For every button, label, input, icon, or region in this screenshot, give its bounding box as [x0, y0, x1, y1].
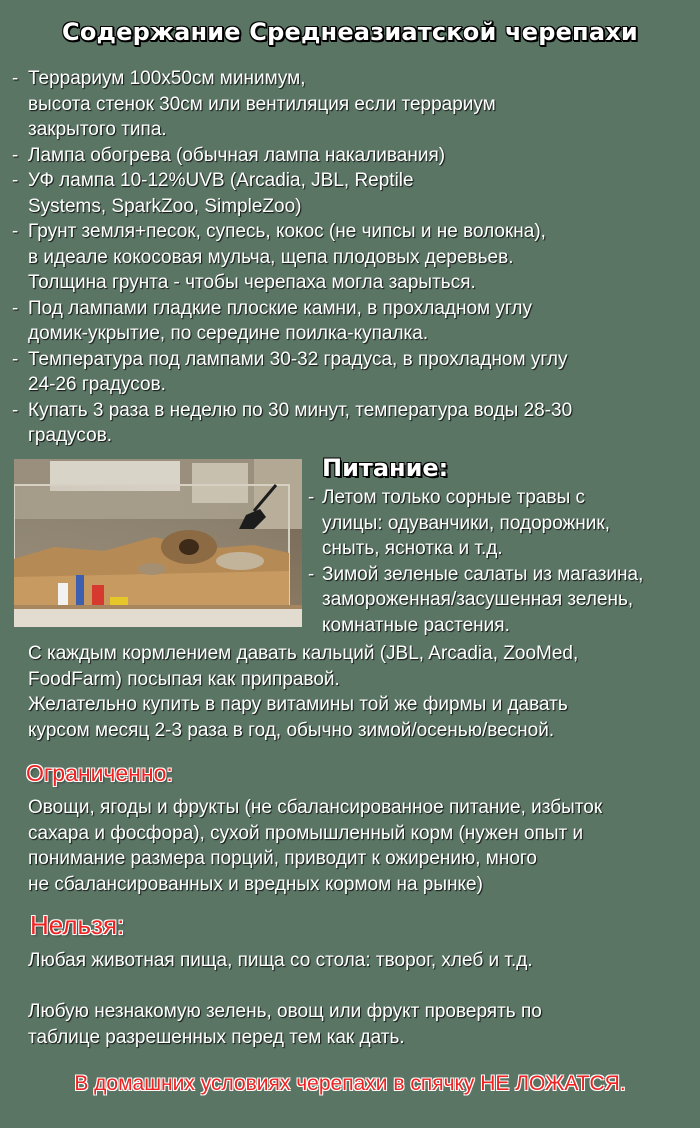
list-item [12, 398, 572, 449]
terrarium-photo [14, 459, 302, 627]
list-item-line: комнатные растения. [322, 614, 510, 636]
list-item [12, 219, 572, 296]
list-item [12, 347, 572, 398]
paragraph-line: сахара и фосфора), сухой промышленный корм (нужен опыт и [28, 822, 584, 844]
list-item-line: улицы: одуванчики, подорожник, [322, 512, 610, 534]
list-item-line: высота стенок 30см или вентиляция если террариум [28, 93, 496, 115]
list-item-line: Толщина грунта - чтобы черепаха могла зарыться. [28, 272, 476, 293]
list-item-line: сныть, яснотка и т.д. [322, 538, 503, 559]
list-item [12, 296, 572, 347]
page-title: Содержание Среднеазиатской черепахи [62, 18, 638, 46]
limited-heading: Ограниченно: [26, 760, 173, 786]
list-item-line: Купать 3 раза в неделю по 30 минут, температура воды 28-30 [28, 399, 573, 421]
list-item-line: Под лампами гладкие плоские камни, в прохладном углу [28, 297, 532, 319]
hibernation-warning: В домашних условиях черепахи в спячку НЕ ЛОЖАТСЯ. [74, 1072, 626, 1095]
list-item-line: закрытого типа. [28, 119, 167, 140]
paragraph-line: таблице разрешенных перед тем как дать. [28, 1026, 405, 1048]
limited-paragraph [28, 795, 602, 897]
list-item-line: Температура под лампами 30-32 градуса, в прохладном углу [28, 348, 568, 370]
list-item [308, 485, 643, 562]
forbidden-paragraph [28, 948, 533, 974]
bullet-dash: - [12, 399, 19, 421]
paragraph-line: FoodFarm) посыпая как приправой. [28, 668, 340, 690]
bullet-dash: - [12, 144, 19, 166]
paragraph-line: понимание размера порций, приводит к ожирению, много [28, 848, 538, 869]
list-item-line: домик-укрытие, по середине поилка-купалка. [28, 323, 429, 344]
list-item-line: замороженная/засушенная зелень, [322, 589, 634, 610]
paragraph-line: С каждым кормлением давать кальций (JBL, Arcadia, ZooMed, [28, 643, 579, 664]
list-item-line: Лампа обогрева (обычная лампа накаливания) [28, 144, 446, 166]
bullet-dash: - [308, 487, 315, 508]
list-item-line: Systems, SparkZoo, SimpleZoo) [28, 195, 302, 217]
list-item [308, 562, 643, 639]
list-item-line: в идеале кокосовая мульча, щепа плодовых деревьев. [28, 246, 514, 268]
list-item-line: Летом только сорные травы с [322, 487, 586, 508]
list-item [12, 168, 572, 219]
list-item-line: Террариум 100х50см минимум, [28, 68, 306, 89]
bullet-dash: - [12, 348, 19, 370]
bullet-dash: - [12, 221, 19, 242]
paragraph-line: курсом месяц 2-3 раза в год, обычно зимой/осенью/весной. [28, 719, 555, 741]
paragraph-line: Любая животная пища, пища со стола: творог, хлеб и т.д. [28, 950, 533, 971]
list-item [12, 143, 572, 169]
check-paragraph [28, 999, 542, 1050]
bullet-dash: - [308, 563, 315, 585]
list-item [12, 66, 572, 143]
feeding-list [308, 485, 643, 638]
feeding-heading: Питание: [322, 454, 449, 482]
bullet-dash: - [12, 68, 19, 89]
paragraph-line: Желательно купить в пару витамины той же фирмы и давать [28, 694, 568, 715]
bullet-dash: - [12, 297, 19, 319]
list-item-line: градусов. [28, 425, 113, 446]
paragraph-line: Овощи, ягоды и фрукты (не сбалансированное питание, избыток [28, 797, 603, 818]
list-item-line: Грунт земля+песок, супесь, кокос (не чипсы и не волокна), [28, 221, 546, 242]
bullet-dash: - [12, 170, 19, 191]
paragraph-line: Любую незнакомую зелень, овощ или фрукт проверять по [28, 1001, 542, 1022]
list-item-line: 24-26 градусов. [28, 374, 166, 395]
terrarium-illustration [14, 459, 302, 627]
list-item-line: УФ лампа 10-12%UVB (Arcadia, JBL, Reptile [28, 170, 414, 191]
requirements-list [12, 66, 572, 449]
forbidden-heading: Нельзя: [30, 910, 125, 940]
paragraph-line: не сбалансированных и вредных кормом на рынке) [28, 873, 483, 895]
calcium-paragraph [28, 641, 578, 743]
list-item-line: Зимой зеленые салаты из магазина, [322, 563, 644, 585]
